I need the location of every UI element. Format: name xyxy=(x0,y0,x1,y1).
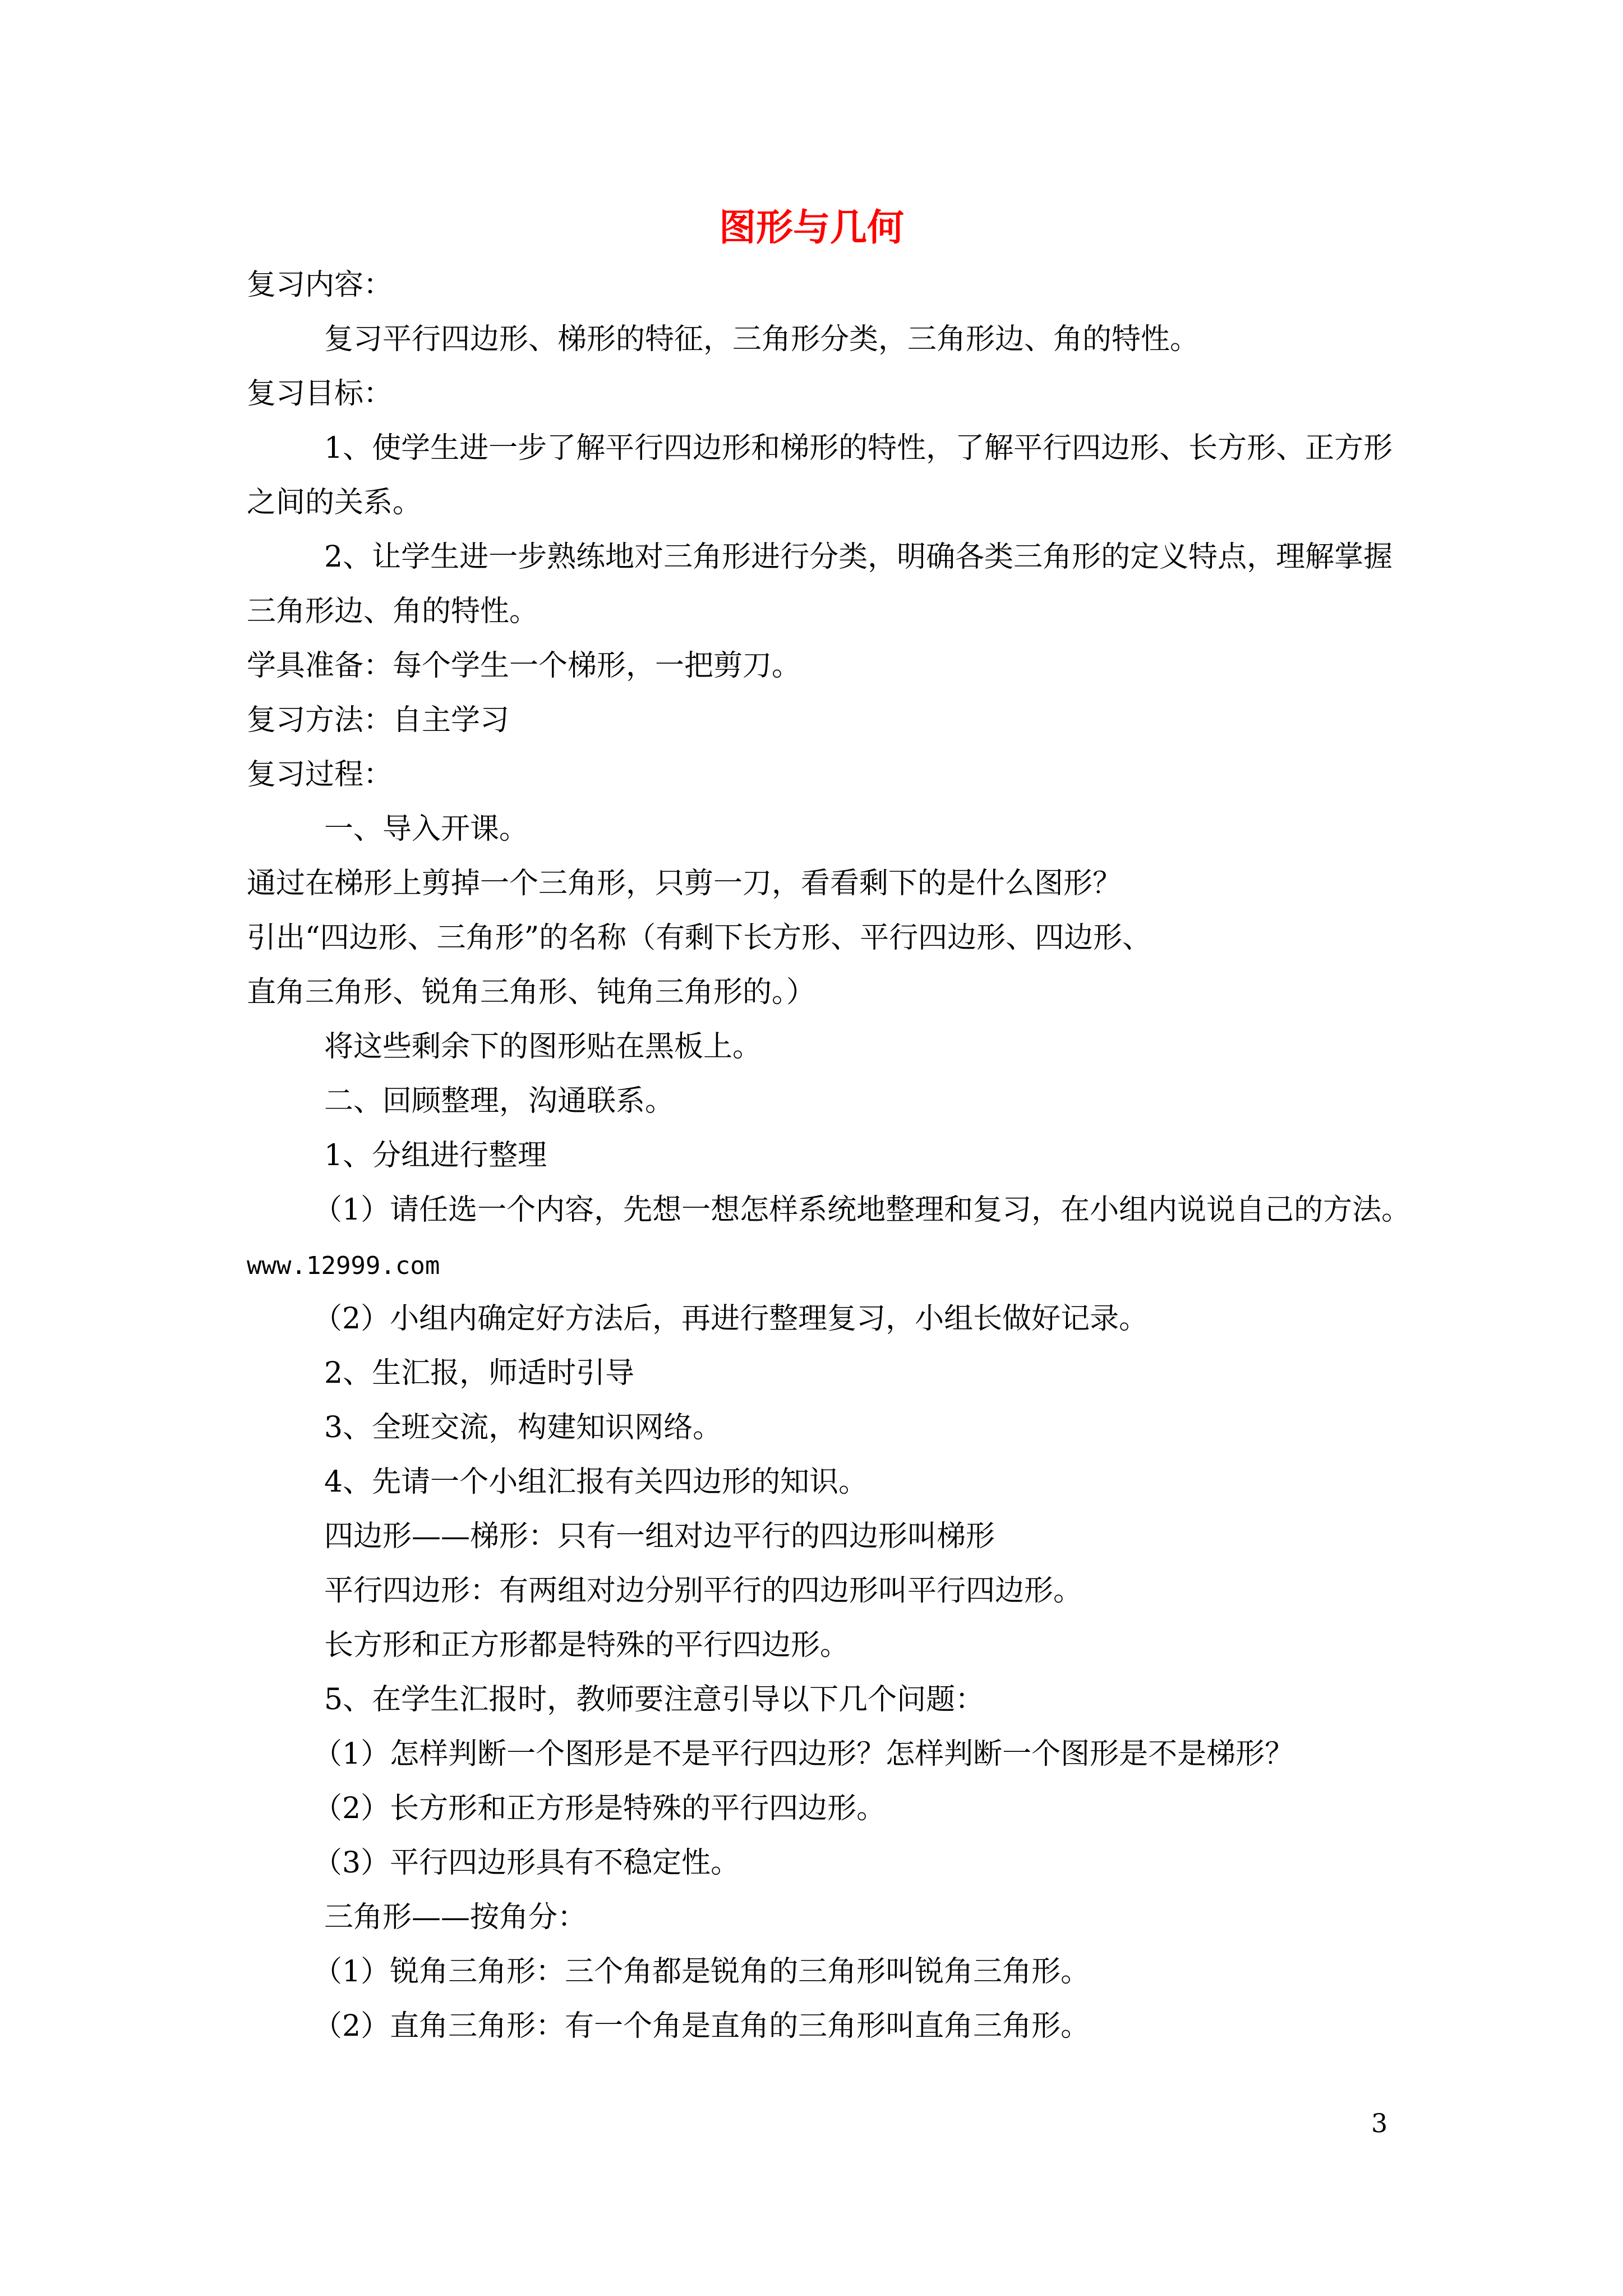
paragraph-line: 5、在学生汇报时，教师要注意引导以下几个问题： xyxy=(324,1683,985,1717)
paragraph-line: 复习平行四边形、梯形的特征，三角形分类，三角形边、角的特性。 xyxy=(324,323,1200,356)
paragraph-line: 3、全班交流，构建知识网络。 xyxy=(324,1411,722,1444)
paragraph-line: 通过在梯形上剪掉一个三角形，只剪一刀，看看剩下的是什么图形？ xyxy=(247,867,1122,900)
paragraph-line: （3）平行四边形具有不稳定性。 xyxy=(313,1846,740,1880)
paragraph-line: 三角形——按角分： xyxy=(324,1901,587,1934)
paragraph-line: 4、先请一个小组汇报有关四边形的知识。 xyxy=(324,1465,868,1499)
section-heading-materials: 学具准备：每个学生一个梯形，一把剪刀。 xyxy=(247,649,801,683)
paragraph-line: 四边形——梯形：只有一组对边平行的四边形叫梯形 xyxy=(324,1520,995,1553)
paragraph-line: （2）小组内确定好方法后，再进行整理复习，小组长做好记录。 xyxy=(313,1302,1149,1336)
section-heading-review-goals: 复习目标： xyxy=(247,377,393,411)
section-heading-review-content: 复习内容： xyxy=(247,268,393,302)
paragraph-line: 将这些剩余下的图形贴在黑板上。 xyxy=(324,1030,762,1064)
paragraph-line: 引出“四边形、三角形”的名称（有剩下长方形、平行四边形、四边形、 xyxy=(247,921,1152,955)
section-heading-process: 复习过程： xyxy=(247,758,393,792)
paragraph-line: 之间的关系。 xyxy=(247,486,422,519)
paragraph-line: （2）长方形和正方形是特殊的平行四边形。 xyxy=(313,1792,886,1825)
step-heading: 一、导入开课。 xyxy=(324,812,529,846)
watermark-url: www.12999.com xyxy=(247,1251,440,1280)
paragraph-line: 1、使学生进一步了解平行四边形和梯形的特性，了解平行四边形、长方形、正方形 xyxy=(324,431,1393,465)
paragraph-line: （1）怎样判断一个图形是不是平行四边形？怎样判断一个图形是不是梯形？ xyxy=(313,1737,1294,1771)
paragraph-line: 2、让学生进一步熟练地对三角形进行分类，明确各类三角形的定义特点，理解掌握 xyxy=(324,540,1393,574)
page-number: 3 xyxy=(1371,2108,1388,2138)
paragraph-line: 三角形边、角的特性。 xyxy=(247,595,539,628)
paragraph-line: 长方形和正方形都是特殊的平行四边形。 xyxy=(324,1628,850,1662)
paragraph-line: 1、分组进行整理 xyxy=(324,1139,547,1172)
paragraph-line: （2）直角三角形：有一个角是直角的三角形叫直角三角形。 xyxy=(313,2009,1090,2043)
section-heading-method: 复习方法：自主学习 xyxy=(247,703,510,737)
step-heading: 二、回顾整理，沟通联系。 xyxy=(324,1084,675,1118)
paragraph-line: 平行四边形：有两组对边分别平行的四边形叫平行四边形。 xyxy=(324,1574,1083,1608)
paragraph-line: 直角三角形、锐角三角形、钝角三角形的。） xyxy=(247,976,816,1009)
paragraph-line: （1）锐角三角形：三个角都是锐角的三角形叫锐角三角形。 xyxy=(313,1955,1090,1989)
paragraph-line: （1）请任选一个内容，先想一想怎样系统地整理和复习，在小组内说说自己的方法。 xyxy=(313,1193,1411,1227)
page-title: 图形与几何 xyxy=(719,205,904,249)
paragraph-line: 2、生汇报，师适时引导 xyxy=(324,1356,635,1390)
